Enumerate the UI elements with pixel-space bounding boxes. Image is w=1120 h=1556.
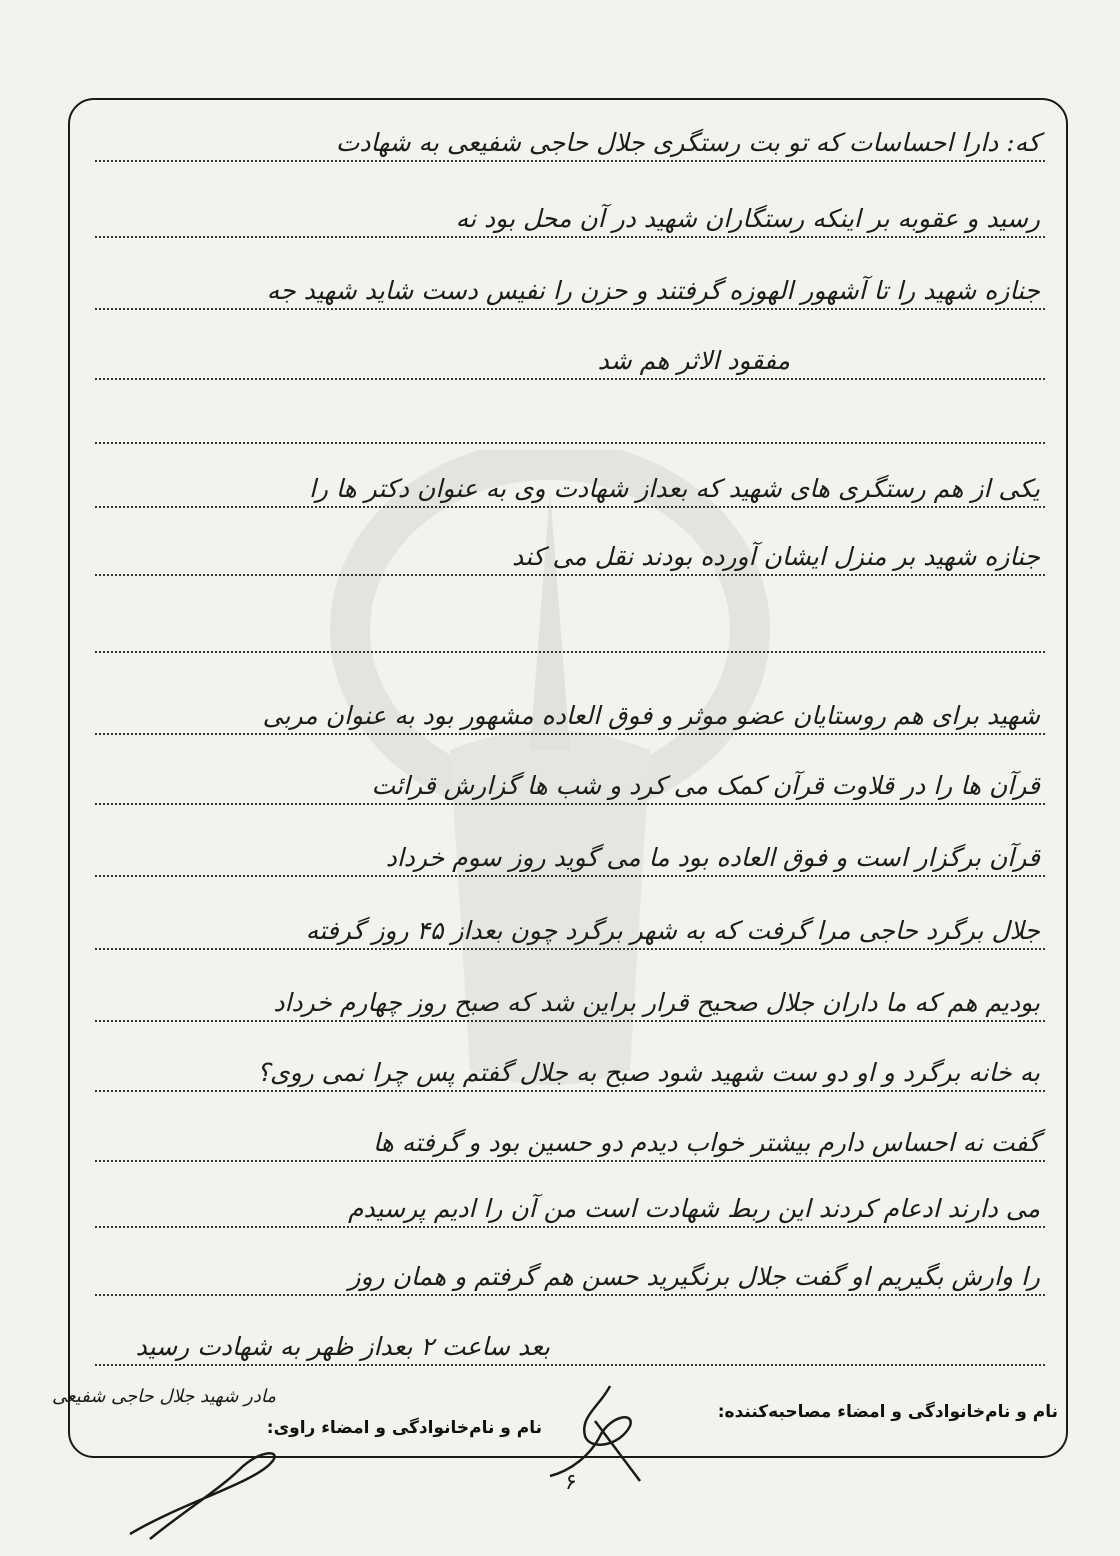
dotted-rule (95, 948, 1045, 950)
handwritten-line: یکی از هم رستگری های شهید که بعداز شهادت وی به عنوان دکتر ها را (308, 474, 1040, 503)
handwritten-line: بودیم هم که ما داران جلال صحیح قرار براین شد که صبح روز چهارم خرداد (273, 988, 1040, 1017)
handwritten-line: جنازه شهید بر منزل ایشان آورده بودند نقل می کند (511, 542, 1040, 571)
dotted-rule (95, 733, 1045, 735)
dotted-rule (95, 875, 1045, 877)
dotted-rule (95, 506, 1045, 508)
handwritten-line: می دارند ادعام کردند این ربط شهادت است من آن را ادیم پرسیدم (348, 1194, 1040, 1223)
handwritten-line: قرآن برگزار است و فوق العاده بود ما می گوید روز سوم خرداد (385, 843, 1040, 872)
handwritten-line: قرآن ها را در قلاوت قرآن کمک می کرد و شب ها گزارش قرائت (371, 771, 1040, 800)
dotted-rule (95, 1226, 1045, 1228)
dotted-rule (95, 1090, 1045, 1092)
handwritten-line: جنازه شهید را تا آشهور الهوزه گرفتند و حزن را نفیس دست شاید شهید جه (266, 276, 1040, 305)
dotted-rule (95, 651, 1045, 653)
handwritten-line: رسید و عقوبه بر اینکه رستگاران شهید در آن محل بود نه (455, 204, 1040, 233)
handwritten-line: شهید برای هم روستایان عضو موثر و فوق العاده مشهور بود به عنوان مربی (262, 701, 1040, 730)
handwritten-line: مفقود الاثر هم شد (597, 346, 790, 375)
dotted-rule (95, 308, 1045, 310)
narrator-signature-label: نام و نام‌خانوادگی و امضاء راوی: (266, 1418, 542, 1438)
dotted-rule (95, 160, 1045, 162)
interviewer-signature-label: نام و نام‌خانوادگی و امضاء مصاحبه‌کننده: (717, 1402, 1058, 1422)
page-number: ۶ (565, 1470, 577, 1495)
handwritten-line: جلال برگرد حاجی مرا گرفت که به شهر برگرد چون بعداز ۴۵ روز گرفته (305, 916, 1040, 945)
dotted-rule (95, 1020, 1045, 1022)
handwritten-line: گفت نه احساس دارم بیشتر خواب دیدم دو حسین بود و گرفته ها (373, 1128, 1040, 1157)
dotted-rule (95, 1294, 1045, 1296)
handwritten-line: بعد ساعت ۲ بعداز ظهر به شهادت رسید (135, 1332, 550, 1361)
margin-note: مادر شهید جلال حاجی شفیعی (52, 1386, 276, 1407)
dotted-rule (95, 574, 1045, 576)
dotted-rule (95, 442, 1045, 444)
dotted-rule (95, 378, 1045, 380)
dotted-rule (95, 1364, 1045, 1366)
interviewer-signature (540, 1376, 650, 1486)
handwritten-line: که: دارا احساسات که تو بت رستگری جلال حاجی شفیعی به شهادت (335, 128, 1040, 157)
dotted-rule (95, 1160, 1045, 1162)
handwritten-line: به خانه برگرد و او دو ست شهید شود صبح به جلال گفتم پس چرا نمی روی؟ (256, 1058, 1040, 1087)
dotted-rule (95, 803, 1045, 805)
narrator-signature (120, 1444, 290, 1544)
dotted-rule (95, 236, 1045, 238)
handwritten-line: را وارش بگیریم او گفت جلال برنگیرید حسن هم گرفتم و همان روز (348, 1262, 1040, 1291)
